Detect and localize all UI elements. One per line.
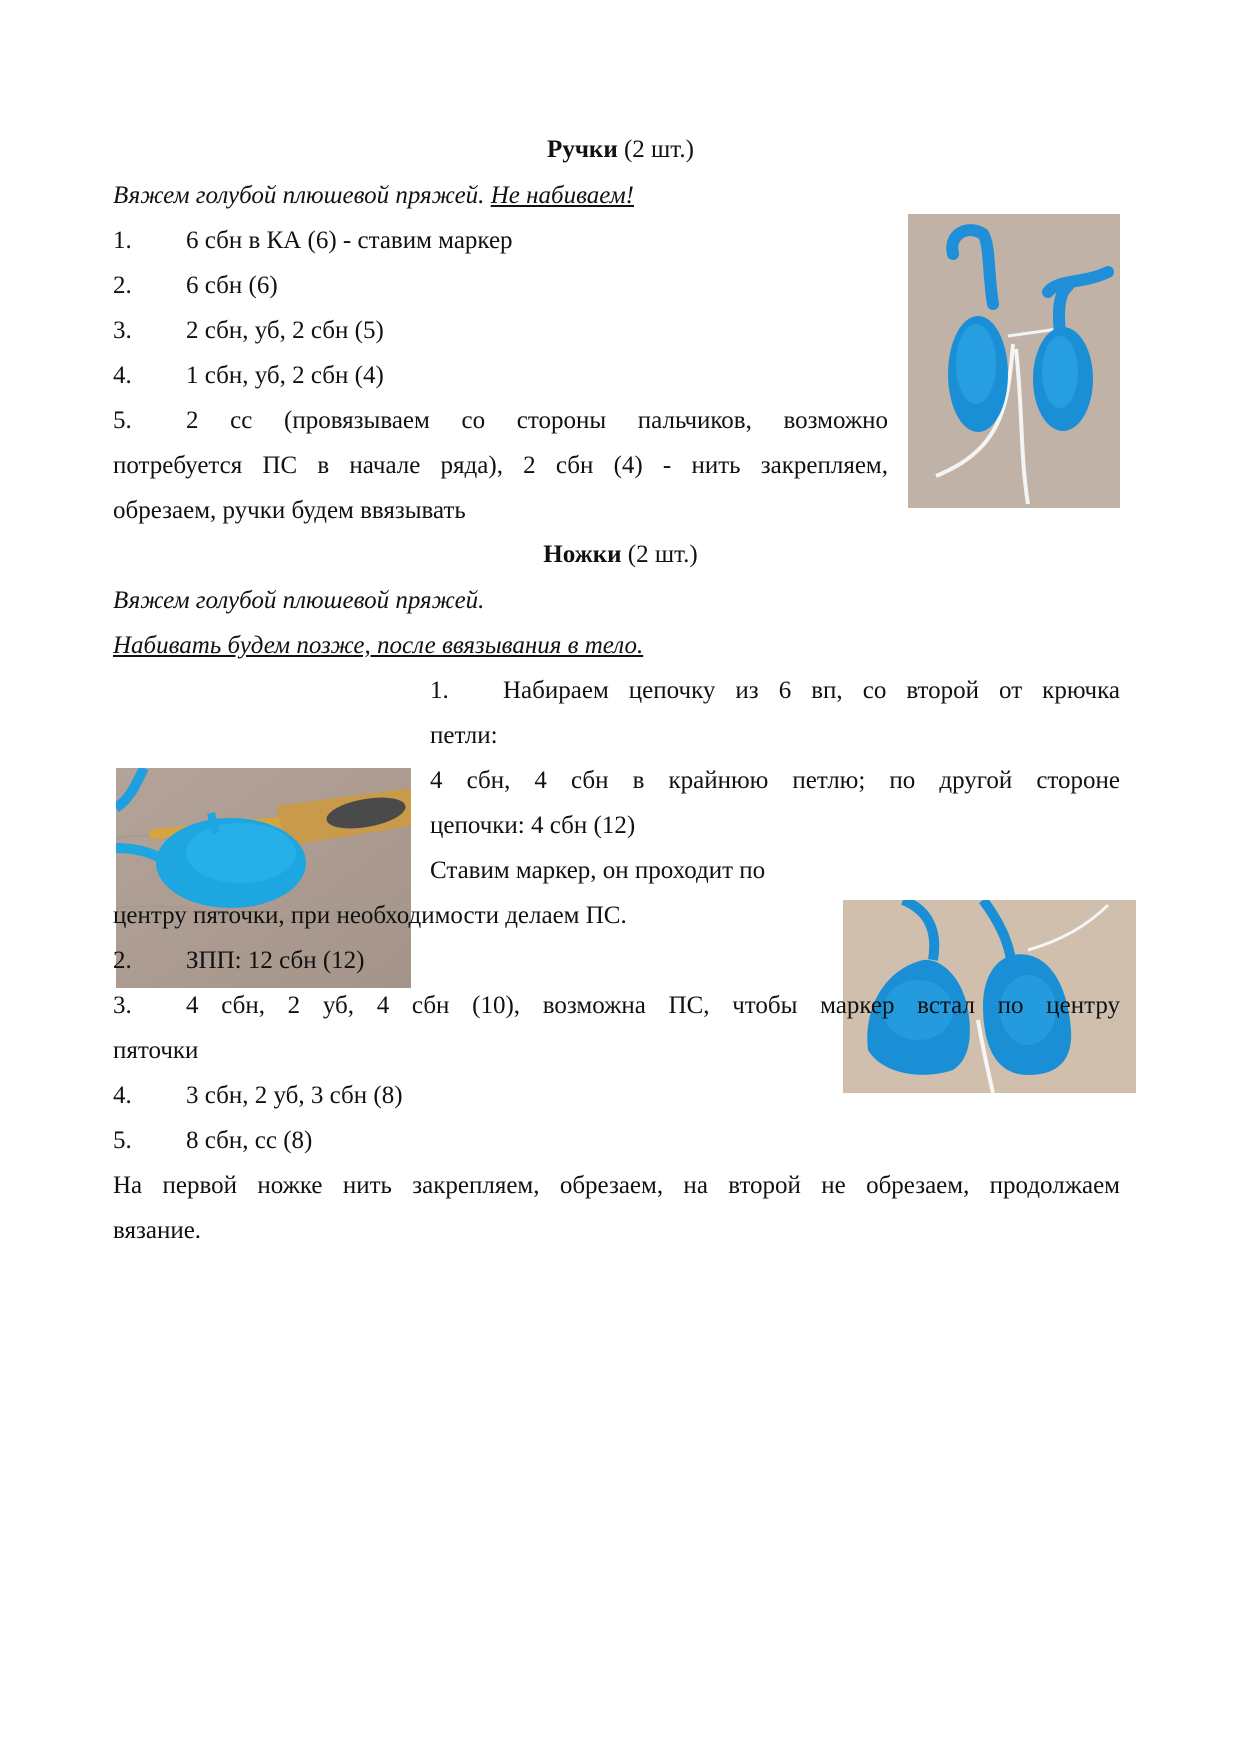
arms-count: (2 шт.)	[623, 136, 694, 163]
legs-step-1-line-6: центру пяточки, при необходимости делаем ПС.	[113, 902, 627, 929]
arms-photo-image	[908, 214, 1120, 508]
step-text: 3 сбн, 2 уб, 3 сбн (8)	[186, 1082, 403, 1109]
step-number: 5.	[113, 1127, 132, 1154]
step-number: 2.	[113, 272, 132, 299]
step-text: 4 сбн, 2 уб, 4 сбн (10), возможна ПС, чтобы маркер встал по центру	[186, 992, 1120, 1019]
step-number: 5.	[113, 407, 132, 434]
step-text: ЗПП: 12 сбн (12)	[186, 947, 365, 974]
step-number: 2.	[113, 947, 132, 974]
legs-step-1-line-5: Ставим маркер, он проходит по	[430, 857, 766, 884]
step-number: 3.	[113, 992, 132, 1019]
step-text: 2 сс (провязываем со стороны пальчиков, возможно	[186, 407, 888, 434]
legs-heading	[0, 539, 1241, 571]
legs-final-1: На первой ножке нить закрепляем, обрезаем, на второй не обрезаем, продолжаем	[113, 1172, 1120, 1199]
step-text: 8 сбн, сс (8)	[186, 1127, 313, 1154]
step-text: 6 сбн в КА (6) - ставим маркер	[186, 227, 513, 254]
step-text: 2 сбн, уб, 2 сбн (5)	[186, 317, 384, 344]
step-number: 1.	[113, 227, 132, 254]
legs-title: Ножки	[543, 541, 622, 568]
step-number: 4.	[113, 1082, 132, 1109]
legs-step-1-line-3: 4 сбн, 4 сбн в крайнюю петлю; по другой стороне	[430, 767, 1120, 794]
step-number: 4.	[113, 362, 132, 389]
legs-step-1-line-4: цепочки: 4 сбн (12)	[430, 812, 636, 839]
step-text: 1 сбн, уб, 2 сбн (4)	[186, 362, 384, 389]
legs-intro-2: Набивать будем позже, после ввязывания в тело.	[113, 632, 644, 659]
legs-count: (2 шт.)	[627, 541, 698, 568]
step-text: Набираем цепочку из 6 вп, со второй от крючка	[503, 677, 1120, 704]
arms-title: Ручки	[547, 136, 618, 163]
step-text: 6 сбн (6)	[186, 272, 278, 299]
arms-photo	[908, 214, 1120, 508]
legs-final-2: вязание.	[113, 1217, 202, 1244]
arms-intro-text: Вяжем голубой плюшевой пряжей.	[113, 182, 485, 209]
step-number: 3.	[113, 317, 132, 344]
arms-intro	[113, 180, 634, 212]
arms-step-5-cont-2: обрезаем, ручки будем ввязывать	[113, 497, 466, 524]
arms-step-5-cont-1: потребуется ПС в начале ряда), 2 сбн (4) - нить закрепляем,	[113, 452, 888, 479]
arms-intro-warning: Не набиваем!	[490, 182, 634, 209]
legs-step-1-line-2: петли:	[430, 722, 498, 749]
legs-step-3-cont: пяточки	[113, 1037, 199, 1064]
step-number: 1.	[430, 677, 449, 704]
legs-intro-1: Вяжем голубой плюшевой пряжей.	[113, 587, 485, 614]
arms-heading	[0, 134, 1241, 166]
